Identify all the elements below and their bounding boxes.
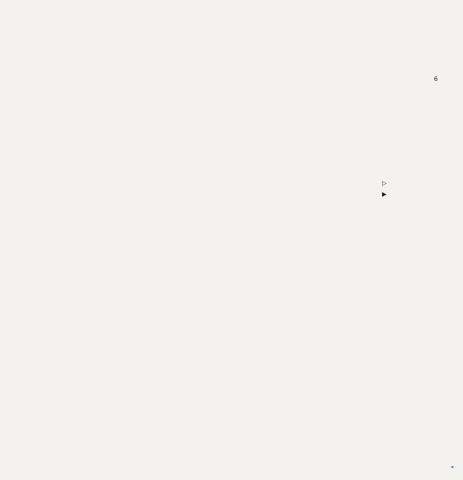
attach-arrow-icon: ▷ [382, 180, 387, 187]
row-label-6: 6 [434, 76, 438, 83]
cut-arrow-icon: ▶ [382, 191, 387, 198]
watermark-logo: . [449, 453, 455, 472]
